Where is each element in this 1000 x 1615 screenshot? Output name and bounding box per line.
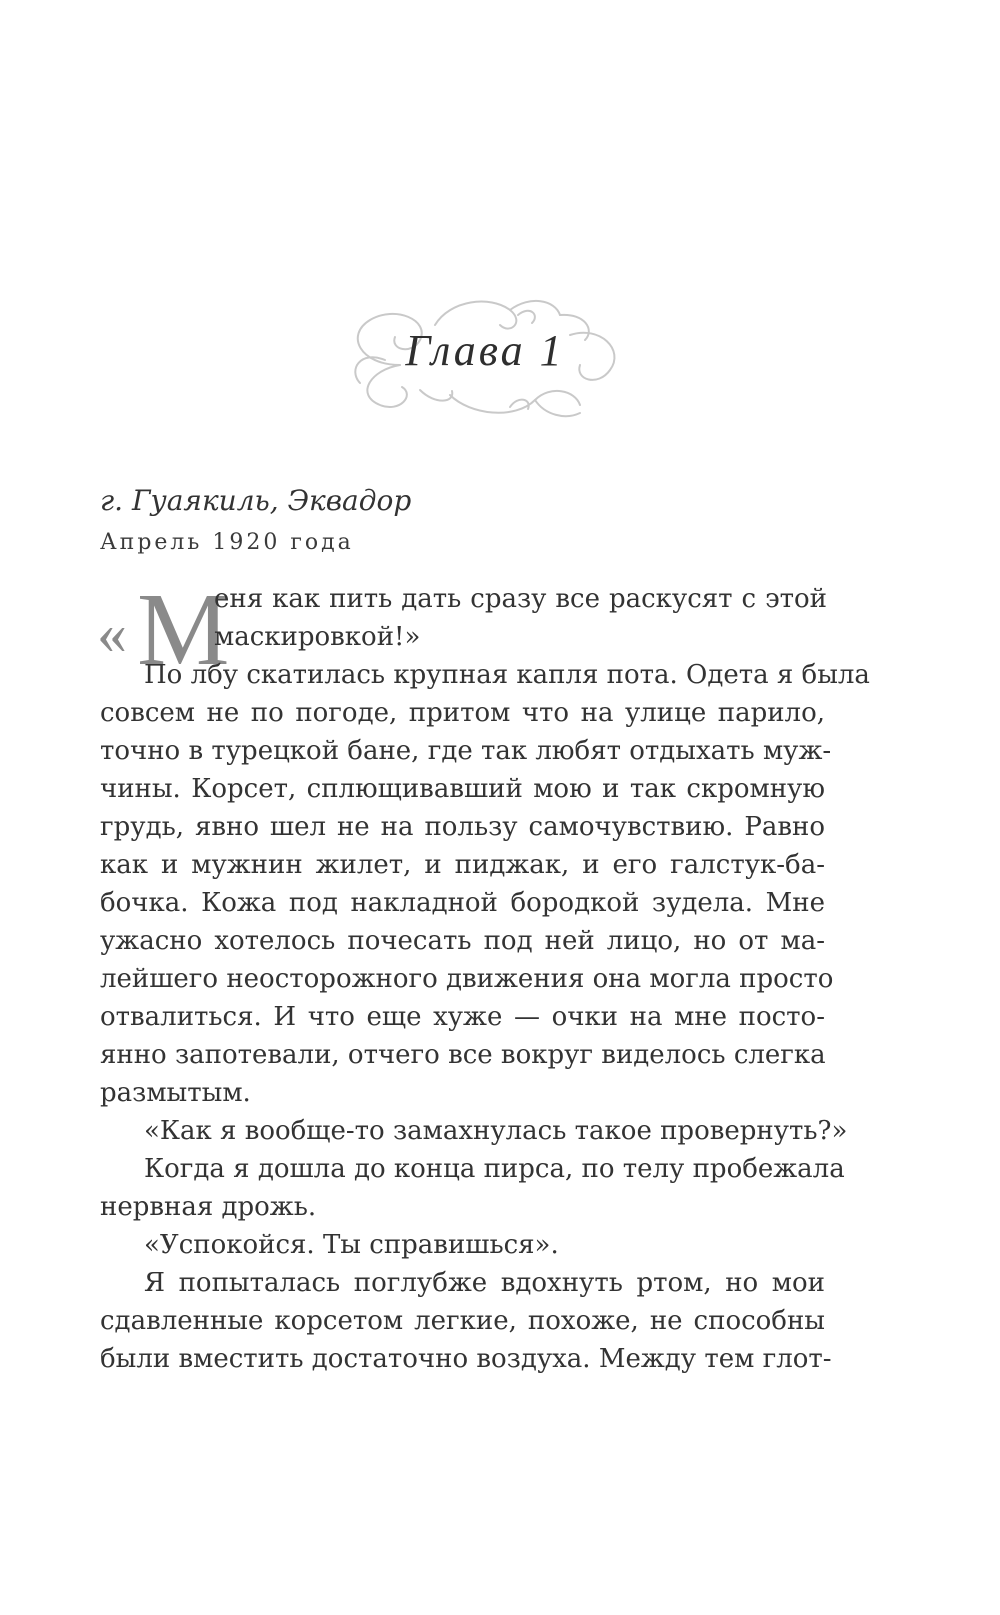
text-line: еня как пить дать сразу все раскусят с этой <box>214 584 827 614</box>
text-line: сдавленные корсетом легкие, похоже, не способны <box>100 1306 825 1336</box>
chapter-title: Глава 1 <box>405 326 565 375</box>
text-line: По лбу скатилась крупная капля пота. Одета я была <box>144 660 870 690</box>
date-subheading: Апрель 1920 года <box>100 530 354 555</box>
text-line: маскировкой!» <box>214 622 421 652</box>
text-line: грудь, явно шел не на пользу самочувствию. Равно <box>100 812 825 842</box>
dropcap-letter: М <box>137 572 230 687</box>
text-line: отвалиться. И что еще хуже — очки на мне посто- <box>100 1002 825 1032</box>
text-line: точно в турецкой бане, где так любят отдыхать муж- <box>100 736 832 766</box>
text-line: «Как я вообще-то замахнулась такое провернуть?» <box>144 1116 848 1146</box>
text-line: ужасно хотелось почесать под ней лицо, но от ма- <box>100 926 825 956</box>
location-heading: г. Гуаякиль, Эквадор <box>100 484 412 517</box>
text-line: чины. Корсет, сплющивавший мою и так скромную <box>100 774 825 804</box>
first-paragraph <box>214 580 827 656</box>
text-line: Когда я дошла до конца пирса, по телу пробежала <box>144 1154 845 1184</box>
text-line: совсем не по погоде, притом что на улице парило, <box>100 698 825 728</box>
text-line: были вместить достаточно воздуха. Между тем глот- <box>100 1344 832 1374</box>
text-line: лейшего неосторожного движения она могла просто <box>100 964 834 994</box>
text-line: как и мужнин жилет, и пиджак, и его галстук-ба- <box>100 850 825 880</box>
dropcap-quote-mark: « <box>97 600 127 666</box>
text-line: нервная дрожь. <box>100 1192 317 1222</box>
text-line: янно запотевали, отчего все вокруг виделось слегка <box>100 1040 826 1070</box>
text-line: размытым. <box>100 1078 251 1108</box>
text-line: Я попыталась поглубже вдохнуть ртом, но мои <box>144 1268 825 1298</box>
text-line: «Успокойся. Ты справишься». <box>144 1230 559 1260</box>
text-line: бочка. Кожа под накладной бородкой зудела. Мне <box>100 888 825 918</box>
